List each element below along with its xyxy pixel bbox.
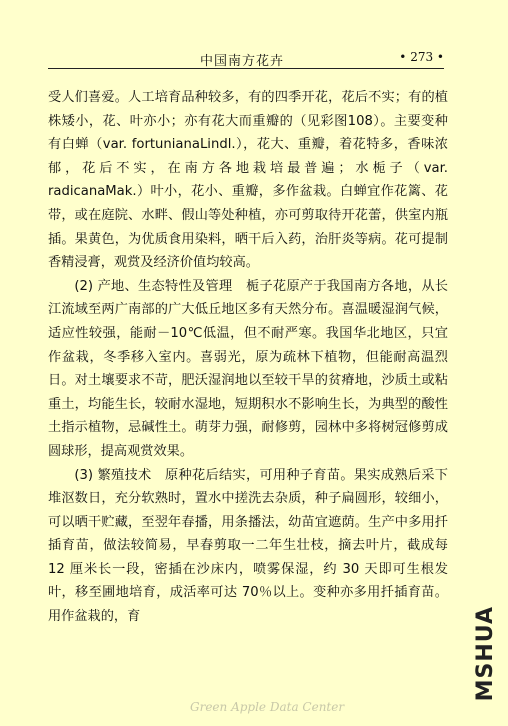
paragraph-habitat: (2) 产地、生态特性及管理 栀子花原产于我国南方各地，从长江流域至两广南部的广大低丘地区多有天然分布。喜温暖湿润气候，适应性较强，能耐－10℃低温，但不耐严寒。我国华北地区，只宜作盆栽，冬季移入室内。喜弱光，原为疏林下植物，但能耐高温烈日。对土壤要求不苛，肥沃湿润地以至较干旱的贫瘠地，沙质土或粘重土，均能生长，较耐水湿地，短期积水不影响生长，为典型的酸性土指示植物，忌碱性土。萌芽力强，耐修剪，园林中多将树冠修剪成圆球形，提高观赏效果。 [48, 278, 448, 459]
paragraph-propagation: (3) 繁殖技术 原种花后结实，可用种子育苗。果实成熟后采下堆沤数日，充分软熟时，置水中搓洗去杂质，种子扁圆形，较细小，可以晒干贮藏，至翌年春播，用条播法，幼苗宜遮荫。生产中多用扦插育苗，做法较简易，早春剪取一二年生壮枝，摘去叶片，截成每 12 厘米长一段，密插在沙床内，喷雾保湿，约 30 天即可生根发叶，移至圃地培育，成活率可达 70％以上。变种亦多用扦插育苗。用作盆栽的，育 [48, 467, 448, 625]
bottom-watermark: Green Apple Data Center [190, 700, 345, 714]
book-title: 中国南方花卉 [200, 54, 285, 69]
body-text [48, 86, 448, 629]
side-watermark: MSHUA [473, 606, 498, 702]
paragraph-continuation: 受人们喜爱。人工培育品种较多，有的四季开花，花后不实；有的植株矮小，花、叶亦小；亦有花大而重瓣的（见彩图108）。主要变种有白蝉（var. fortunianaLindl.），花大、重瓣，着花特多，香味浓郁，花后不实，在南方各地栽培最普遍；水栀子（var. radicanaMak.）叶小，花小、重瓣，多作盆栽。白蝉宜作花篱、花带，或在庭院、水畔、假山等处种植，亦可剪取待开花蕾，供室内瓶插。果黄色，为优质食用染料，晒干后入药，治肝炎等病。花可提制香精浸膏，观赏及经济价值均较高。 [48, 90, 448, 271]
header-rule [48, 68, 444, 69]
running-header [48, 48, 444, 68]
page-number: • 273 • [399, 50, 444, 64]
